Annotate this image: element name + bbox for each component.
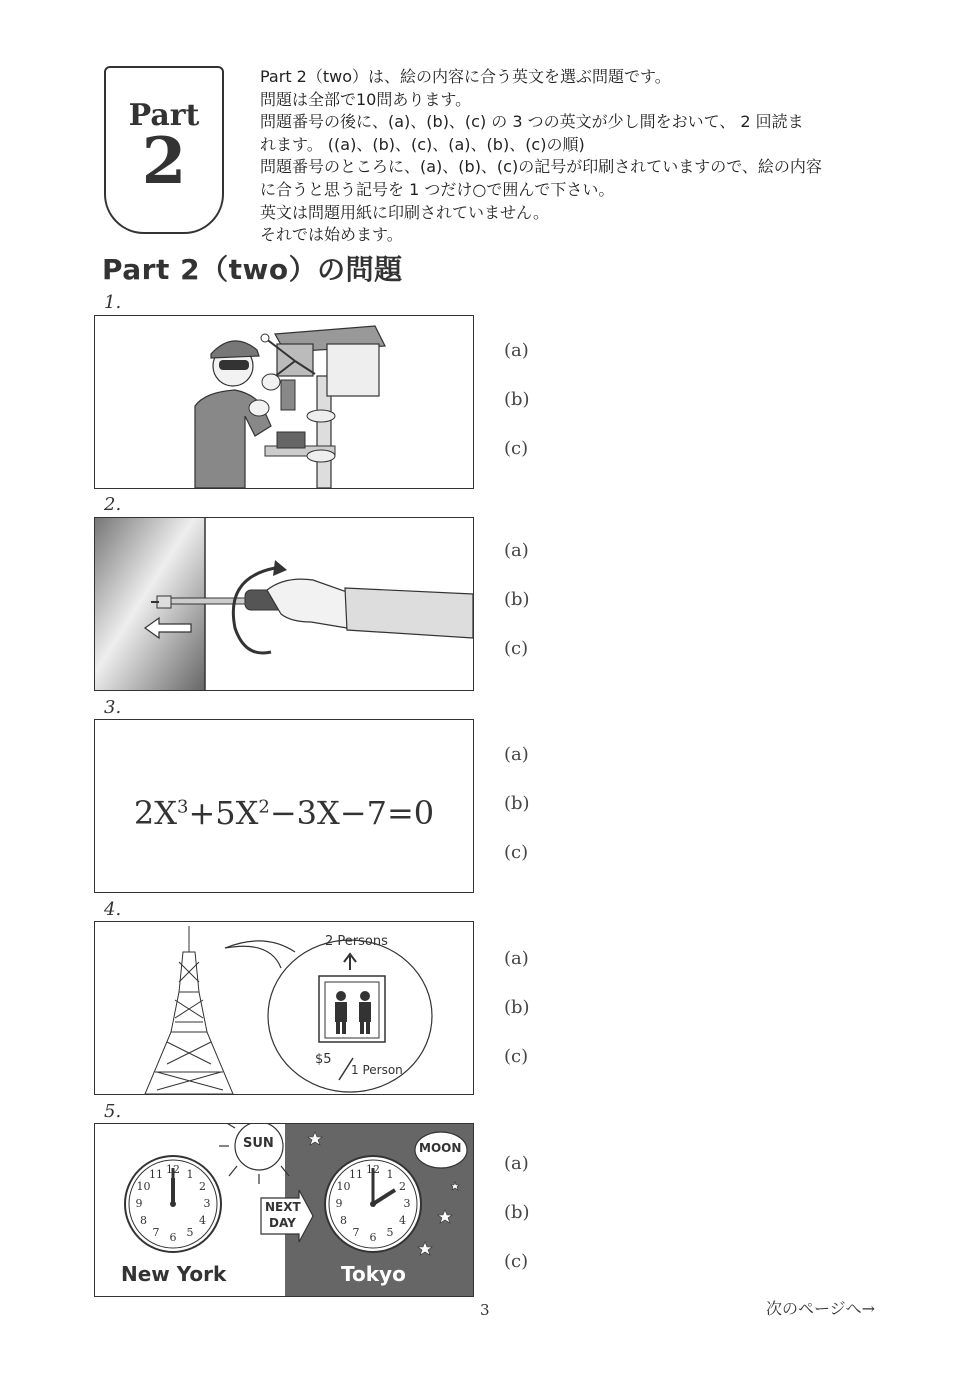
equation-exponent: 2 xyxy=(258,796,270,818)
question-number: 2. xyxy=(104,494,122,515)
clock-number: 8 xyxy=(140,1214,148,1227)
next-page-link[interactable]: 次のページへ→ xyxy=(766,1299,876,1318)
clock-number: 6 xyxy=(169,1231,177,1244)
clock-number: 3 xyxy=(203,1197,211,1210)
clock-number: 6 xyxy=(369,1231,377,1244)
clock-number: 12 xyxy=(366,1163,380,1176)
option-c[interactable]: (c) xyxy=(504,842,529,863)
clock-number: 3 xyxy=(403,1197,411,1210)
badge-number: 2 xyxy=(141,124,187,199)
badge-word: Part xyxy=(128,98,200,133)
option-a[interactable]: (a) xyxy=(504,948,529,969)
equation-exponent: 3 xyxy=(176,796,189,818)
next-label: NEXT xyxy=(265,1200,301,1214)
question-2-illustration xyxy=(94,517,474,691)
clock-number: 2 xyxy=(198,1180,206,1193)
clock-number: 11 xyxy=(349,1167,363,1181)
clock-number: 8 xyxy=(340,1214,348,1227)
tower-icon xyxy=(145,926,233,1094)
option-b[interactable]: (b) xyxy=(504,589,530,610)
clock-number: 4 xyxy=(198,1214,206,1227)
instruction-line: に合うと思う記号を 1 つだけ○で囲んで下さい。 xyxy=(260,179,615,199)
clock-number: 10 xyxy=(136,1180,151,1193)
clock-number: 5 xyxy=(186,1226,194,1240)
instruction-line: 問題番号のところに、(a)、(b)、(c)の記号が印刷されていますので、絵の内容 xyxy=(260,157,822,177)
part-badge xyxy=(104,66,224,234)
city-tokyo: Tokyo xyxy=(341,1262,406,1286)
option-b[interactable]: (b) xyxy=(504,1202,530,1223)
clock-number: 5 xyxy=(386,1226,394,1240)
per-person-label: 1 Person xyxy=(351,1063,403,1077)
clock-number: 2 xyxy=(398,1180,406,1193)
option-a[interactable]: (a) xyxy=(504,540,529,561)
instruction-line: れます。 ((a)、(b)、(c)、(a)、(b)、(c)の順) xyxy=(260,134,585,154)
city-new-york: New York xyxy=(121,1262,227,1286)
equation-term: +5X xyxy=(188,794,259,832)
option-a[interactable]: (a) xyxy=(504,1153,529,1174)
clock-number: 9 xyxy=(335,1197,343,1210)
clock-number: 7 xyxy=(352,1226,360,1240)
equation-term: 2X xyxy=(133,794,177,832)
page-number: 3 xyxy=(480,1301,490,1319)
instruction-line: 問題は全部で10問あります。 xyxy=(260,89,472,109)
section-title: Part 2（two）の問題 xyxy=(102,253,403,286)
sun-label: SUN xyxy=(243,1136,274,1151)
option-b[interactable]: (b) xyxy=(504,793,530,814)
option-c[interactable]: (c) xyxy=(504,638,529,659)
equation-term: −3X−7=0 xyxy=(269,794,435,832)
instruction-line: Part 2（two）は、絵の内容に合う英文を選ぶ問題です。 xyxy=(260,67,671,86)
price-label: $5 xyxy=(315,1052,332,1067)
day-label: DAY xyxy=(269,1216,296,1230)
question-number: 5. xyxy=(104,1101,122,1122)
option-b[interactable]: (b) xyxy=(504,997,530,1018)
instruction-line: それでは始めます。 xyxy=(260,225,403,245)
clock-number: 10 xyxy=(336,1180,351,1193)
clock-number: 11 xyxy=(149,1167,163,1181)
question-4-illustration xyxy=(94,921,474,1095)
clock-number: 12 xyxy=(166,1163,180,1176)
equation xyxy=(95,794,473,832)
option-c[interactable]: (c) xyxy=(504,1046,529,1067)
sign-persons: 2 Persons xyxy=(325,934,388,949)
question-3-illustration xyxy=(94,719,474,893)
option-b[interactable]: (b) xyxy=(504,389,530,410)
option-a[interactable]: (a) xyxy=(504,340,529,361)
option-c[interactable]: (c) xyxy=(504,438,529,459)
option-a[interactable]: (a) xyxy=(504,744,529,765)
question-number: 1. xyxy=(104,292,122,313)
instruction-line: 問題番号の後に、(a)、(b)、(c) の 3 つの英文が少し間をおいて、 2 回読ま xyxy=(260,112,804,132)
instructions xyxy=(260,66,900,247)
question-5-illustration xyxy=(94,1123,474,1297)
instruction-line: 英文は問題用紙に印刷されていません。 xyxy=(260,202,549,222)
clock-number: 1 xyxy=(386,1167,394,1181)
question-number: 3. xyxy=(104,697,122,718)
clock-number: 7 xyxy=(152,1226,160,1240)
question-1-illustration xyxy=(94,315,474,489)
moon-label: MOON xyxy=(419,1141,462,1155)
question-number: 4. xyxy=(104,899,122,920)
clock-number: 4 xyxy=(398,1214,406,1227)
option-c[interactable]: (c) xyxy=(504,1251,529,1272)
clock-number: 1 xyxy=(186,1167,194,1181)
clock-number: 9 xyxy=(135,1197,143,1210)
